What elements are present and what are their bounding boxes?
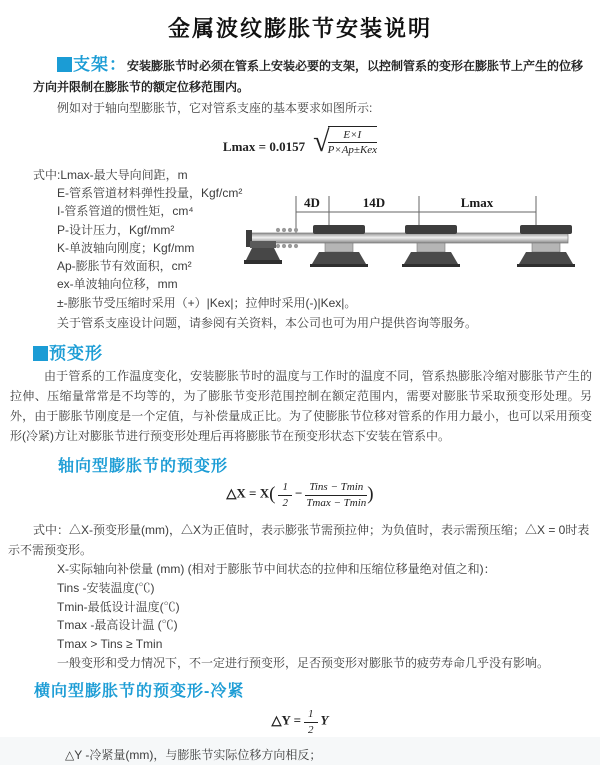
variable-line: ex-单波轴向位移，mm <box>57 277 178 292</box>
preform-section-title: 预变形 <box>49 344 103 364</box>
support-intro-text: 安装膨胀节时必须在管系上安装必要的支架，以控制管系的变形在膨胀节上产生的位移方向并限制在膨胀节的额定位移范围内。 <box>33 59 584 94</box>
lateral-subsection-title: 横向型膨胀节的预变形-冷紧 <box>34 683 245 701</box>
radical-expression <box>313 126 377 158</box>
definition-line: Tmax -最高设计温 (℃) <box>57 618 178 633</box>
preform-section-header <box>33 339 600 364</box>
axial-note: 一般变形和受力情况下，不一定进行预变形，足否预变形对膨胀节的疲劳寿命几乎没有影响。 <box>57 656 550 671</box>
lateral-formula-rhs: Y <box>320 712 329 728</box>
temperature-numerator: Tins − Tmin <box>305 480 367 495</box>
lmax-formula <box>0 126 600 162</box>
plus-minus-note: ±-膨胀节受压缩时采用（+）|Kex|；拉伸时采用(-)|Kex|。 <box>57 296 357 311</box>
pipe <box>248 233 568 243</box>
variable-line: 式中:Lmax-最大导向间距，m <box>33 168 188 182</box>
support-example-line: 例如对于轴向型膨胀节，它对管系支座的基本要求如图所示: <box>57 101 373 115</box>
lateral-preform-formula <box>0 707 600 737</box>
lmax-fraction-denominator: P×Ap±Kex <box>327 144 378 157</box>
dimension-label-14d: 14D <box>362 195 386 210</box>
definition-line: Tmax > Tins ≥ Tmin <box>57 636 163 651</box>
section-square-icon <box>33 346 48 361</box>
support-section-title: 支架： <box>73 55 127 74</box>
guide-support <box>517 225 575 267</box>
axial-definitions-list <box>57 560 600 653</box>
half-denominator: 2 <box>308 723 314 736</box>
page-title: 金属波纹膨胀节安装说明 <box>167 16 432 41</box>
temperature-fraction <box>305 480 367 510</box>
support-section-paragraph <box>33 54 592 98</box>
variable-line: E-管系管道材料弹性投量，Kgf/cm² <box>57 186 243 201</box>
half-fraction <box>304 707 318 737</box>
lateral-formula-lhs: △Y = <box>271 712 302 728</box>
axial-preform-formula <box>0 480 600 514</box>
temperature-denominator: Tmax − Tmin <box>306 496 367 509</box>
dimension-label-lmax: Lmax <box>460 195 494 210</box>
variable-line: K-单波轴向刚度；Kgf/mm <box>57 240 195 255</box>
half-fraction <box>278 480 292 510</box>
open-paren: ( <box>269 483 276 505</box>
service-note: 关于管系支座设计问题，请参阅有关资料，本公司也可为用户提供咨询等服务。 <box>57 316 478 331</box>
guide-support <box>402 225 460 267</box>
variables-and-diagram <box>33 166 600 333</box>
axial-formula-lhs: △X = X <box>226 485 270 501</box>
axial-formula-explanation: 式中：△X-预变形量(mm)，△X为正值时，表示膨张节需预拉伸；为负值时，表示需预压缩；△X = 0时表示不需预变形。 <box>8 523 590 558</box>
axial-subsection-title: 轴向型膨胀节的预变形 <box>58 458 229 476</box>
lmax-formula-lhs: Lmax = 0.0157 <box>222 139 306 155</box>
close-paren: ) <box>367 483 374 505</box>
half-numerator: 1 <box>304 707 318 722</box>
lmax-fraction <box>328 126 378 158</box>
variable-line: P-设计压力，Kgf/mm² <box>57 222 175 237</box>
definition-line: Tmin-最低设计温度(℃) <box>57 599 180 614</box>
minus-operator: − <box>294 485 303 501</box>
variable-line: Ap-膨胀节有效面积，cm² <box>57 259 192 274</box>
lmax-fraction-numerator: E×I <box>328 128 378 143</box>
half-numerator: 1 <box>278 480 292 495</box>
pipe-support-diagram <box>244 190 600 292</box>
definition-line: Tins -安装温度(℃) <box>57 581 155 596</box>
guide-support <box>310 225 368 267</box>
preform-paragraph: 由于管系的工作温度变化，安装膨胀节时的温度与工作时的温度不同，管系热膨胀冷缩对膨胀节产生的拉伸、压缩量常常是不均等的，为了膨胀节变形范围控制在额定范围内，需要对膨胀节采取预变形处理。另外，由于膨胀节刚度是一个定值，与补偿量成正比。为了使膨胀节位移对管系的作用力最小，也可以采用预变形(冷紧)方让对膨胀节进行预变形处理后再将膨胀节在预变形状态下安装在管系中。 <box>10 369 592 444</box>
half-denominator: 2 <box>282 496 288 509</box>
variable-line: I-管系管道的惯性矩，cm⁴ <box>57 204 194 219</box>
radical-sign: √ <box>313 125 330 159</box>
lateral-note: △Y -冷紧量(mm)，与膨胀节实际位移方向相反； <box>65 748 322 763</box>
definition-line: X-实际轴向补偿量 (mm) (相对于膨胀节中间状态的拉伸和压缩位移量绝对值之和)： <box>57 562 496 577</box>
dimension-label-4d: 4D <box>304 195 320 210</box>
section-square-icon <box>57 57 72 72</box>
